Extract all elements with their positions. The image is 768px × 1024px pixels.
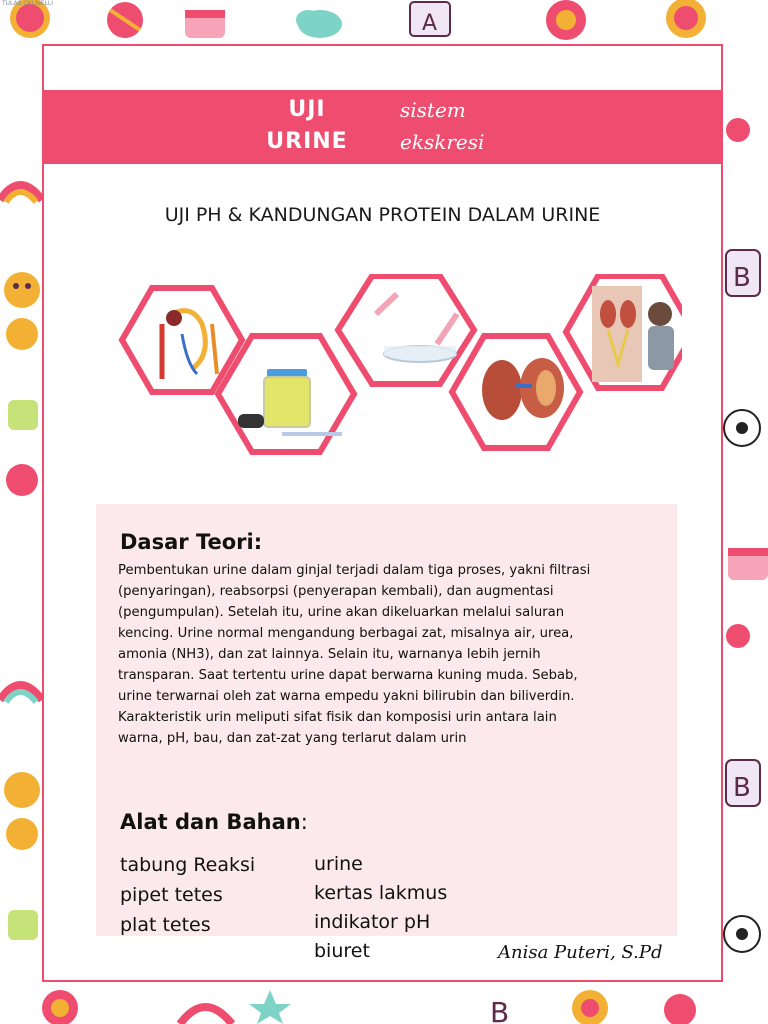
list-item: plat tetes [120, 914, 211, 936]
balloon-icon [6, 464, 38, 496]
banner-main-title: UJI URINE [266, 97, 348, 154]
svg-text:B: B [733, 773, 751, 803]
nephron-diagram-icon [122, 288, 242, 392]
theory-line: (pengumpulan). Setelah itu, urine akan dikeluarkan melalui saluran [118, 605, 565, 620]
letter-b-icon [726, 760, 760, 806]
urine-cup-icon [218, 336, 354, 452]
theory-line: Pembentukan urine dalam ginjal terjadi dalam tiga proses, yakni filtrasi [118, 563, 591, 578]
teddy-bear-icon [4, 272, 40, 350]
svg-text:B: B [490, 996, 510, 1024]
letter-b-icon [490, 996, 509, 1024]
banner-subtitle: sistem ekskresi [400, 98, 485, 154]
theory-paragraph [118, 560, 663, 749]
cake-icon [728, 548, 768, 580]
letter-b-icon [726, 250, 760, 296]
balloon-icon [107, 2, 143, 38]
hexagon-image-strip [92, 274, 682, 464]
list-item: biuret [314, 940, 370, 962]
theory-line: amonia (NH3), dan zat lainnya. Selain itu, warnanya lebih jernih [118, 647, 541, 662]
theory-line: (penyaringan), reabsorpsi (penyerapan kembali), dan augmentasi [118, 584, 554, 599]
letter-a-icon [410, 2, 450, 36]
list-item: urine [314, 853, 363, 875]
title-banner [44, 90, 721, 164]
cake-icon [185, 10, 225, 38]
list-item: indikator pH [314, 911, 431, 933]
list-item: pipet tetes [120, 884, 223, 906]
star-icon [249, 990, 291, 1024]
soccer-ball-icon [724, 410, 760, 446]
balloon-icon [42, 990, 78, 1024]
page-title: UJI PH & KANDUNGAN PROTEIN DALAM URINE [164, 204, 601, 226]
tools-list-left [120, 850, 255, 940]
balloon-icon [666, 0, 706, 38]
cake-icon [8, 910, 38, 940]
theory-line: transparan. Saat tertentu urine dapat berwarna kuning muda. Sebab, [118, 668, 578, 683]
theory-line: kencing. Urine normal mengandung berbagai zat, misalnya air, urea, [118, 626, 574, 641]
urinary-system-person-icon [566, 276, 682, 388]
cake-icon [8, 400, 38, 430]
rainbow-icon [0, 185, 42, 202]
tools-heading: Alat dan Bahan: [120, 810, 308, 834]
tools-list-right [314, 850, 447, 966]
balloon-icon [664, 994, 696, 1024]
teddy-bear-icon [4, 772, 40, 850]
balloon-icon [726, 624, 750, 648]
list-item: kertas lakmus [314, 882, 448, 904]
worksheet-card [42, 44, 723, 982]
balloon-icon [572, 990, 608, 1024]
kidney-cross-section-icon [452, 336, 580, 448]
balloon-icon [726, 118, 750, 142]
rainbow-icon [180, 1007, 232, 1024]
corner-tag: TULAS OKUNELLI [2, 0, 53, 7]
svg-text:A: A [422, 11, 438, 36]
balloon-icon [546, 0, 586, 40]
rainbow-icon [0, 685, 42, 702]
svg-text:B: B [733, 263, 751, 293]
theory-heading: Dasar Teori: [120, 530, 263, 554]
soccer-ball-icon [724, 916, 760, 952]
cloud-icon [296, 10, 342, 38]
petri-dish-strip-icon [338, 276, 474, 384]
theory-line: urine terwarnai oleh zat warna empedu yakni bilirubin dan biliverdin. [118, 689, 575, 704]
list-item: tabung Reaksi [120, 854, 256, 876]
theory-line: Karakteristik urin meliputi sifat fisik dan komposisi urin antara lain [118, 710, 557, 725]
theory-line: warna, pH, bau, dan zat-zat yang terlarut dalam urin [118, 731, 467, 746]
author-signature: Anisa Puteri, S.Pd [498, 942, 663, 963]
